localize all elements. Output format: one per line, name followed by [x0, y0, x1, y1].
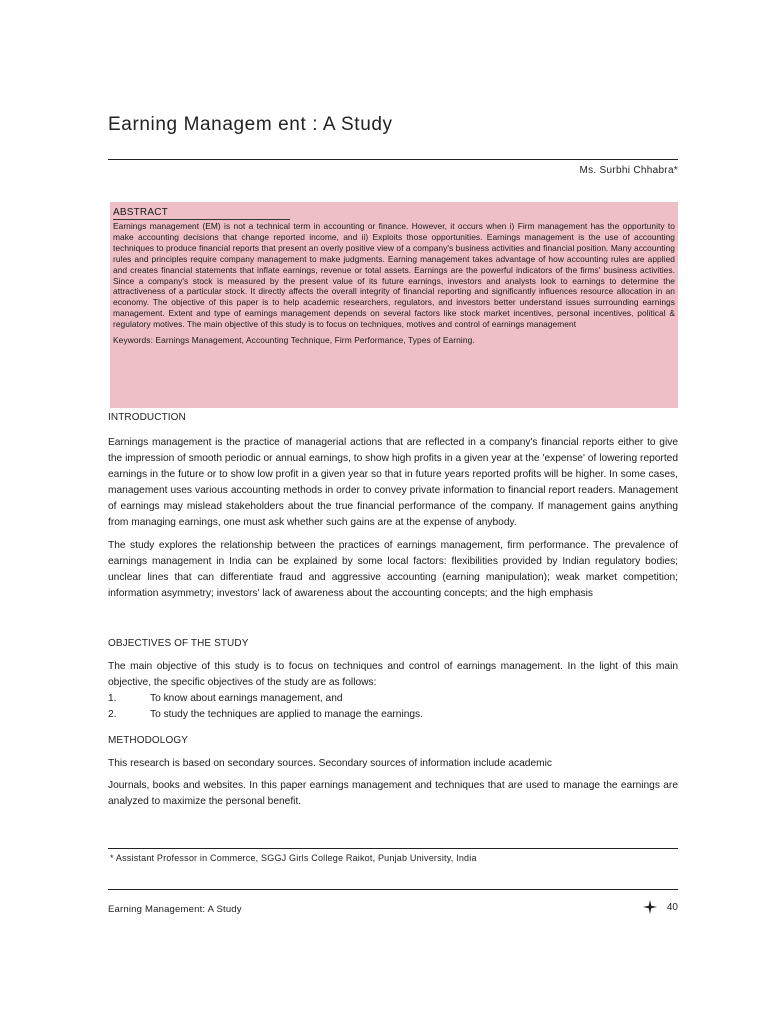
- abstract-text: Earnings management (EM) is not a technical term in accounting or finance. However, it occurs when i) Firm management has the opportunity to make accounting decisions that change reported income, and ii) Exploits those opportunities. Earnings management is the use of accounting techniques to produce financial reports that present an overly positive view of a company's business activities and financial position. Many accounting rules and principles require company management to make judgments. Earning management takes advantage of how accounting rules are applied and creates financial statements that inflate earnings, revenue or total assets. Earnings are the powerful indicators of the firms' business activities. Since a company's stock is measured by the present value of its future earnings, investors and analysts look to earnings to determine the attractiveness of a particular stock. It directly affects the overall integrity of financial reporting and significantly influences resource allocation in an economy. The objective of this paper is to help academic researchers, regulators, and investors better understand issues surrounding earnings management. Extent and type of earnings management depends on several factors like stock market incentives, personal incentives, political & regulatory motives. The main objective of this study is to focus on techniques, motives and control of earnings management: [113, 221, 675, 330]
- list-item: [108, 691, 678, 707]
- introduction-heading: INTRODUCTION: [108, 412, 186, 423]
- list-item-text: To know about earnings management, and: [150, 693, 343, 704]
- running-footer-title: Earning Management: A Study: [108, 904, 242, 915]
- introduction-paragraph-2: The study explores the relationship between the practices of earnings management, firm performance. The prevalence of earnings management in India can be explained by some local factors: flexibilities provided by Indian regulatory bodies; unclear lines that can differentiate fraud and aggressive accounting (earning manipulation); weak market competition; information asymmetry; investors' lack of awareness about the accounting concepts; and the high emphasis: [108, 540, 678, 599]
- list-item-number: 2.: [108, 709, 117, 720]
- footnote-divider: [108, 848, 678, 849]
- methodology-paragraph-1: This research is based on secondary sources. Secondary sources of information include academic: [108, 758, 552, 769]
- objectives-section: [108, 638, 678, 723]
- introduction-section: [108, 412, 678, 602]
- abstract-box: [110, 202, 678, 408]
- page-number-area: [643, 900, 678, 914]
- title-divider: [108, 159, 678, 160]
- list-item-text: To study the techniques are applied to manage the earnings.: [150, 709, 423, 720]
- abstract-heading: ABSTRACT: [113, 207, 168, 218]
- methodology-heading: METHODOLOGY: [108, 735, 188, 746]
- footer-divider: [108, 889, 678, 890]
- list-item: [108, 707, 678, 723]
- page-title: Earning Managem ent : A Study: [108, 114, 393, 135]
- author-name: Ms. Surbhi Chhabra*: [579, 165, 678, 176]
- abstract-divider: [113, 219, 290, 220]
- footnote: * Assistant Professor in Commerce, SGGJ Girls College Raikot, Punjab University, India: [110, 853, 477, 863]
- objectives-intro: The main objective of this study is to focus on techniques and control of earnings management. In the light of this main objective, the specific objectives of the study are as follows:: [108, 661, 678, 688]
- list-item-number: 1.: [108, 693, 117, 704]
- introduction-paragraph-1: Earnings management is the practice of managerial actions that are reflected in a company's financial reports either to give the impression of smooth periodic or annual earnings, to show high profits in a given year at the 'expense' of lowering reported earnings in the future or to show low profit in a given year so that in future years reported profits will be higher. In some cases, management uses various accounting methods in order to convey private information to financial report readers. Management of earnings may mislead stakeholders about the true financial performance of the company. If management gains anything from managing earnings, one must ask whether such gains are at the expense of anybody.: [108, 437, 678, 528]
- objectives-heading: OBJECTIVES OF THE STUDY: [108, 638, 249, 649]
- page-number: 40: [666, 901, 678, 913]
- methodology-section: [108, 735, 678, 810]
- compass-star-icon: [643, 900, 657, 914]
- methodology-paragraph-2: Journals, books and websites. In this paper earnings management and techniques that are used to manage the earnings are analyzed to maximize the personal benefit.: [108, 780, 678, 807]
- keywords: Keywords: Earnings Management, Accounting Technique, Firm Performance, Types of Earning.: [113, 335, 475, 346]
